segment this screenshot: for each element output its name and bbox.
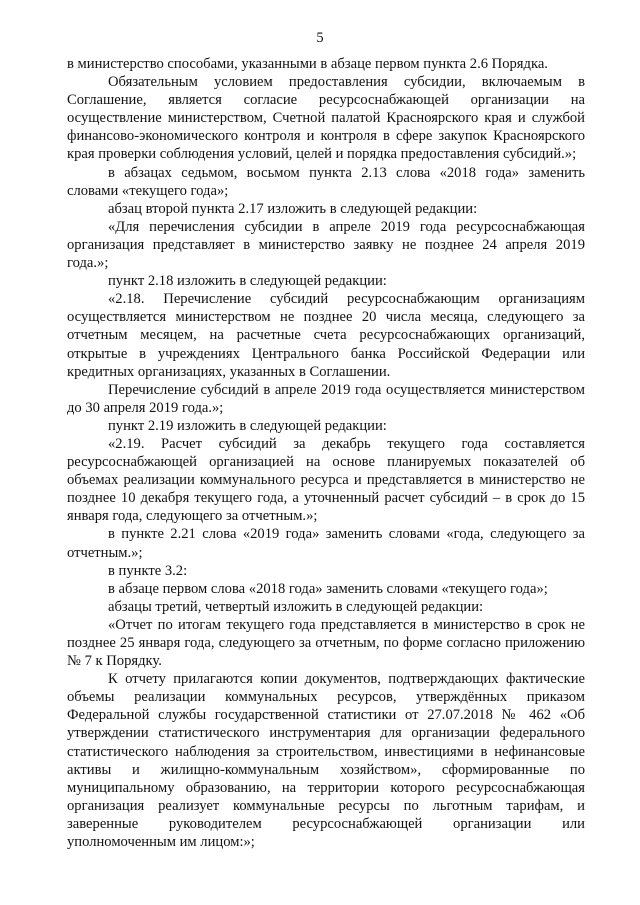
paragraph-amendment-2-18-text: «2.18. Перечисление субсидий ресурсоснабжающим организациям осуществляется министерством не позднее 20 числа месяца, следующего за отчетным месяцем, на расчетные счета ресурсоснабжающих организаций, открытые в учреждениях Центрального банка Российской Федерации или кредитных организациях, указанных в Соглашении. bbox=[67, 291, 585, 380]
document-body bbox=[67, 55, 585, 851]
paragraph-amendment-2-13: в абзацах седьмом, восьмом пункта 2.13 слова «2018 года» заменить словами «текущего года»; bbox=[67, 164, 585, 199]
paragraph-report-deadline: «Отчет по итогам текущего года представляется в министерство в срок не позднее 25 января года, следующего за отчетным, по форме согласно приложению № 7 к Порядку. bbox=[67, 616, 585, 670]
paragraph-amendment-2-18-april: Перечисление субсидий в апреле 2019 года осуществляется министерством до 30 апреля 2019 года.»; bbox=[67, 381, 585, 416]
paragraph-amendment-2-17-text: «Для перечисления субсидии в апреле 2019 года ресурсоснабжающая организация представляет в министерство заявку не позднее 24 апреля 2019 года.»; bbox=[67, 218, 585, 272]
paragraph-report-attachments: К отчету прилагаются копии документов, подтверждающих фактические объемы реализации коммунальных ресурсов, утверждённых приказом Федеральной службы государственной статистики от 27.07.2018 № 462 «Об утверждении статистического инструментария для организации федерального статистического наблюдения за строительством, инвестициями в нефинансовые активы и жилищно-коммунальным хозяйством», сформированные по муниципальному образованию, на территории которого ресурсоснабжающая организация реализует коммунальные ресурсы по льготным тарифам, и заверенные руководителем ресурсоснабжающей организации или уполномоченным им лицом:»; bbox=[67, 671, 585, 851]
page-number: 5 bbox=[316, 30, 324, 46]
paragraph-amendment-3-2-first: в абзаце первом слова «2018 года» заменить словами «текущего года»; bbox=[108, 580, 548, 597]
paragraph-amendment-3-2-intro: в пункте 3.2: bbox=[108, 562, 188, 579]
paragraph-amendment-2-21: в пункте 2.21 слова «2019 года» заменить словами «года, следующего за отчетным.»; bbox=[67, 526, 585, 561]
paragraph-continuation: в министерство способами, указанными в абзаце первом пункта 2.6 Порядка. bbox=[67, 56, 548, 72]
paragraph-mandatory-condition: Обязательным условием предоставления субсидии, включаемым в Соглашение, является согласие ресурсоснабжающей организации на осуществление министерством, Счетной палатой Красноярского края и службой финансово-экономического контроля и контроля в сфере закупок Красноярского края проверки соблюдения условий, целей и порядка предоставления субсидий.»; bbox=[67, 74, 585, 163]
paragraph-amendment-2-18-intro: пункт 2.18 изложить в следующей редакции: bbox=[108, 273, 387, 290]
paragraph-amendment-2-19-intro: пункт 2.19 изложить в следующей редакции: bbox=[108, 417, 387, 434]
paragraph-amendment-2-19-text: «2.19. Расчет субсидий за декабрь текущего года составляется ресурсоснабжающей организацией на основе планируемых показателей об объемах реализации коммунального ресурса и представляется в министерство не позднее 10 декабря текущего года, а уточненный расчет субсидий – в срок до 15 января года, следующего за отчетным.»; bbox=[67, 435, 585, 525]
paragraph-amendment-3-2-third-fourth: абзацы третий, четвертый изложить в следующей редакции: bbox=[108, 598, 484, 615]
paragraph-amendment-2-17-intro: абзац второй пункта 2.17 изложить в следующей редакции: bbox=[108, 200, 478, 217]
